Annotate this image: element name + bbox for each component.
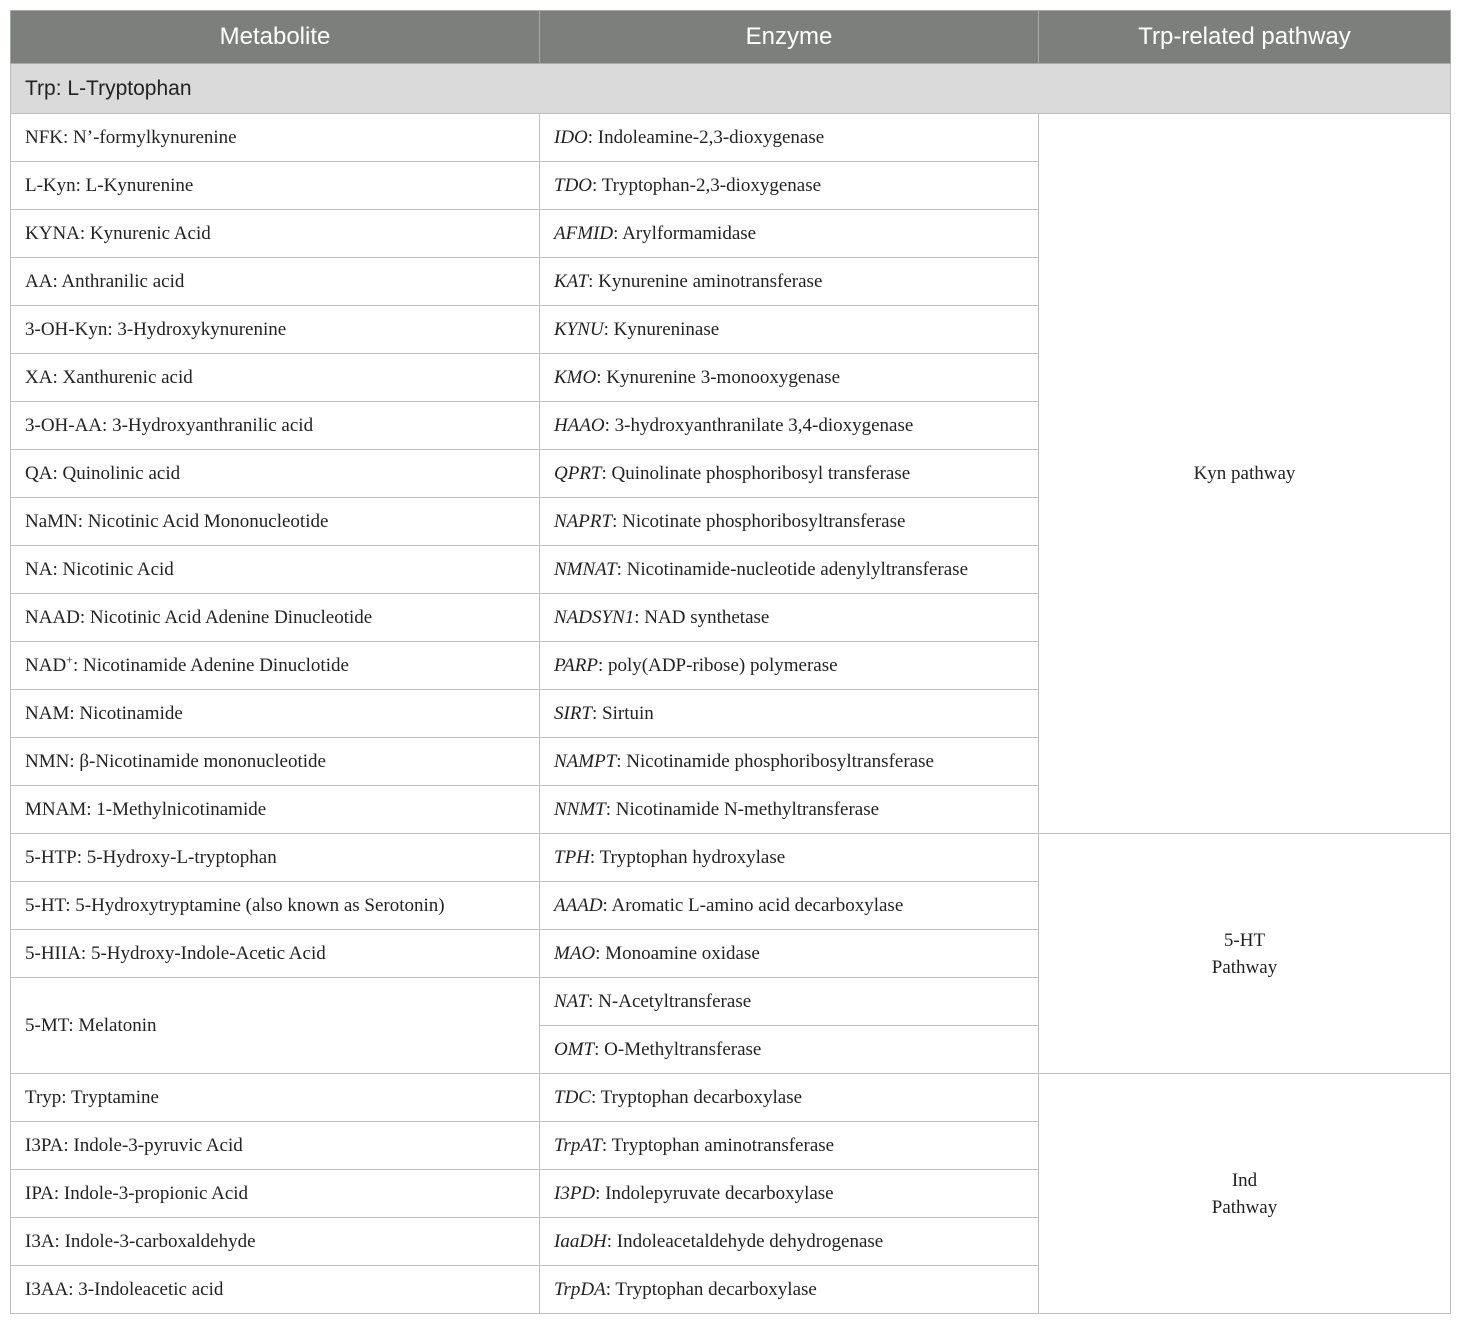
metabolite-cell: [11, 690, 540, 738]
table-row: [11, 114, 1451, 162]
enzyme-abbr: QPRT: [554, 462, 602, 484]
metabolite-text: 5-HTP: 5-Hydroxy-L-tryptophan: [25, 846, 277, 868]
metabolite-text: I3PA: Indole-3-pyruvic Acid: [25, 1134, 243, 1156]
metabolite-text: IPA: Indole-3-propionic Acid: [25, 1182, 249, 1204]
metabolite-text: 3-OH-Kyn: 3-Hydroxykynurenine: [25, 318, 287, 340]
enzyme-cell: [540, 1266, 1039, 1314]
enzyme-abbr: TPH: [554, 846, 590, 868]
enzyme-cell: [540, 450, 1039, 498]
header-pathway: Trp-related pathway: [1039, 11, 1451, 64]
metabolite-text: 5-HIIA: 5-Hydroxy-Indole-Acetic Acid: [25, 942, 326, 964]
enzyme-cell: [540, 258, 1039, 306]
enzyme-abbr: I3PD: [554, 1182, 596, 1204]
metabolite-text: NaMN: Nicotinic Acid Mononucleotide: [25, 510, 329, 532]
metabolite-text: KYNA: Kynurenic Acid: [25, 222, 211, 244]
enzyme-abbr: NADSYN1: [554, 606, 635, 628]
metabolite-text: XA: Xanthurenic acid: [25, 366, 193, 388]
table-header-row: [11, 11, 1451, 64]
metabolite-cell: [11, 546, 540, 594]
metabolite-cell: [11, 1266, 540, 1314]
metabolite-text: Tryp: Tryptamine: [25, 1086, 159, 1108]
metabolite-cell: [11, 834, 540, 882]
enzyme-cell: [540, 306, 1039, 354]
enzyme-name: : O-Methyltransferase: [594, 1038, 762, 1060]
kyn-pathway-cell: Kyn pathway: [1039, 114, 1451, 834]
pathway-line-1: 5-HT: [1223, 929, 1266, 951]
section-label: Trp: L-Tryptophan: [11, 64, 1451, 114]
enzyme-abbr: NAPRT: [554, 510, 613, 532]
metabolite-cell: [11, 402, 540, 450]
ind-pathway-cell: [1039, 1074, 1451, 1314]
table-row: [11, 1074, 1451, 1122]
enzyme-cell: [540, 1026, 1039, 1074]
enzyme-abbr: NNMT: [554, 798, 606, 820]
metabolite-text: 5-HT: 5-Hydroxytryptamine (also known as Serotonin): [25, 894, 445, 916]
metabolite-cell: [11, 1074, 540, 1122]
header-metabolite: Metabolite: [11, 11, 540, 64]
enzyme-abbr: NAMPT: [554, 750, 617, 772]
metabolite-text: NFK: N’-formylkynurenine: [25, 126, 237, 148]
enzyme-abbr: IDO: [554, 126, 588, 148]
enzyme-abbr: OMT: [554, 1038, 595, 1060]
enzyme-name: : Nicotinamide phosphoribosyltransferase: [616, 750, 934, 772]
enzyme-cell: [540, 210, 1039, 258]
metabolite-text: AA: Anthranilic acid: [25, 270, 185, 292]
enzyme-name: : Kynurenine aminotransferase: [588, 270, 823, 292]
metabolite-text: NAAD: Nicotinic Acid Adenine Dinucleotide: [25, 606, 373, 628]
metabolite-cell: [11, 738, 540, 786]
enzyme-cell: [540, 738, 1039, 786]
metabolite-superscript: +: [66, 652, 73, 667]
metabolite-text: 3-OH-AA: 3-Hydroxyanthranilic acid: [25, 414, 314, 436]
enzyme-name: : 3-hydroxyanthranilate 3,4-dioxygenase: [604, 414, 914, 436]
enzyme-abbr: AAAD: [554, 894, 603, 916]
enzyme-abbr: KYNU: [554, 318, 604, 340]
enzyme-name: : Nicotinamide N-methyltransferase: [605, 798, 880, 820]
enzyme-cell: [540, 882, 1039, 930]
metabolite-cell: [11, 978, 540, 1074]
enzyme-cell: [540, 690, 1039, 738]
metabolite-cell: [11, 1170, 540, 1218]
enzyme-cell: [540, 786, 1039, 834]
enzyme-name: : Quinolinate phosphoribosyl transferase: [601, 462, 911, 484]
enzyme-name: : Aromatic L-amino acid decarboxylase: [602, 894, 904, 916]
pathway-line-2: Pathway: [1211, 1196, 1278, 1218]
enzyme-cell: [540, 1074, 1039, 1122]
metabolite-cell: [11, 450, 540, 498]
header-enzyme: Enzyme: [540, 11, 1039, 64]
metabolite-text: L-Kyn: L-Kynurenine: [25, 174, 194, 196]
enzyme-name: : Kynurenine 3-monooxygenase: [596, 366, 841, 388]
enzyme-cell: [540, 1170, 1039, 1218]
enzyme-name: : NAD synthetase: [634, 606, 770, 628]
enzyme-name: : Tryptophan-2,3-dioxygenase: [592, 174, 822, 196]
enzyme-name: : Tryptophan decarboxylase: [590, 1086, 803, 1108]
enzyme-name: : Sirtuin: [592, 702, 654, 724]
enzyme-abbr: NMNAT: [554, 558, 617, 580]
metabolite-cell: [11, 1122, 540, 1170]
enzyme-abbr: HAAO: [554, 414, 605, 436]
enzyme-cell: [540, 114, 1039, 162]
enzyme-name: : Nicotinate phosphoribosyltransferase: [612, 510, 906, 532]
enzyme-name: : Tryptophan decarboxylase: [605, 1278, 817, 1300]
enzyme-cell: [540, 498, 1039, 546]
metabolite-text: : Nicotinamide Adenine Dinuclotide: [72, 654, 349, 676]
metabolite-text: I3AA: 3-Indoleacetic acid: [25, 1278, 224, 1300]
enzyme-name: : Indoleamine-2,3-dioxygenase: [587, 126, 825, 148]
enzyme-cell: [540, 354, 1039, 402]
section-row: [11, 64, 1451, 114]
pathway-line-1: Ind: [1231, 1169, 1258, 1191]
enzyme-cell: [540, 546, 1039, 594]
enzyme-cell: [540, 162, 1039, 210]
enzyme-cell: [540, 1218, 1039, 1266]
enzyme-cell: [540, 930, 1039, 978]
enzyme-cell: [540, 834, 1039, 882]
enzyme-abbr: SIRT: [554, 702, 592, 724]
metabolite-cell: [11, 354, 540, 402]
enzyme-abbr: TDO: [554, 174, 593, 196]
metabolite-cell: [11, 882, 540, 930]
metabolite-cell: [11, 114, 540, 162]
enzyme-name: : Kynureninase: [603, 318, 720, 340]
enzyme-abbr: TrpDA: [554, 1278, 606, 1300]
enzyme-abbr: KMO: [554, 366, 597, 388]
metabolite-cell: [11, 498, 540, 546]
table-row: [11, 834, 1451, 882]
metabolite-cell: [11, 258, 540, 306]
metabolite-cell: [11, 786, 540, 834]
enzyme-abbr: KAT: [554, 270, 589, 292]
metabolite-cell: [11, 210, 540, 258]
enzyme-abbr: PARP: [554, 654, 598, 676]
metabolite-text: NAM: Nicotinamide: [25, 702, 183, 724]
enzyme-cell: [540, 978, 1039, 1026]
enzyme-abbr: IaaDH: [554, 1230, 607, 1252]
enzyme-abbr: AFMID: [554, 222, 614, 244]
enzyme-name: : Arylformamidase: [613, 222, 757, 244]
enzyme-cell: [540, 402, 1039, 450]
metabolite-cell: [11, 1218, 540, 1266]
metabolite-cell: [11, 642, 540, 690]
enzyme-abbr: MAO: [554, 942, 596, 964]
ht-pathway-cell: [1039, 834, 1451, 1074]
metabolite-cell: [11, 930, 540, 978]
metabolite-cell: [11, 594, 540, 642]
enzyme-abbr: NAT: [554, 990, 589, 1012]
enzyme-name: : Tryptophan aminotransferase: [601, 1134, 835, 1156]
enzyme-name: : Indolepyruvate decarboxylase: [595, 1182, 834, 1204]
metabolite-cell: [11, 306, 540, 354]
enzyme-name: : poly(ADP-ribose) polymerase: [597, 654, 838, 676]
metabolite-text: 5-MT: Melatonin: [25, 1014, 157, 1036]
metabolite-text: NA: Nicotinic Acid: [25, 558, 174, 580]
metabolite-text: NMN: β-Nicotinamide mononucleotide: [25, 750, 326, 772]
enzyme-abbr: TDC: [554, 1086, 591, 1108]
enzyme-name: : Tryptophan hydroxylase: [589, 846, 786, 868]
enzyme-name: : Monoamine oxidase: [595, 942, 760, 964]
metabolite-abbr: NAD: [25, 654, 67, 676]
enzyme-cell: [540, 642, 1039, 690]
enzyme-name: : Nicotinamide-nucleotide adenylyltransferase: [616, 558, 969, 580]
metabolite-text: MNAM: 1-Methylnicotinamide: [25, 798, 267, 820]
enzyme-name: : N-Acetyltransferase: [588, 990, 752, 1012]
metabolite-text: I3A: Indole-3-carboxaldehyde: [25, 1230, 256, 1252]
enzyme-cell: [540, 594, 1039, 642]
metabolite-cell: [11, 162, 540, 210]
enzyme-name: : Indoleacetaldehyde dehydrogenase: [606, 1230, 884, 1252]
metabolite-enzyme-table: [10, 10, 1451, 1314]
pathway-line-2: Pathway: [1211, 956, 1278, 978]
metabolite-text: QA: Quinolinic acid: [25, 462, 181, 484]
enzyme-abbr: TrpAT: [554, 1134, 602, 1156]
enzyme-cell: [540, 1122, 1039, 1170]
